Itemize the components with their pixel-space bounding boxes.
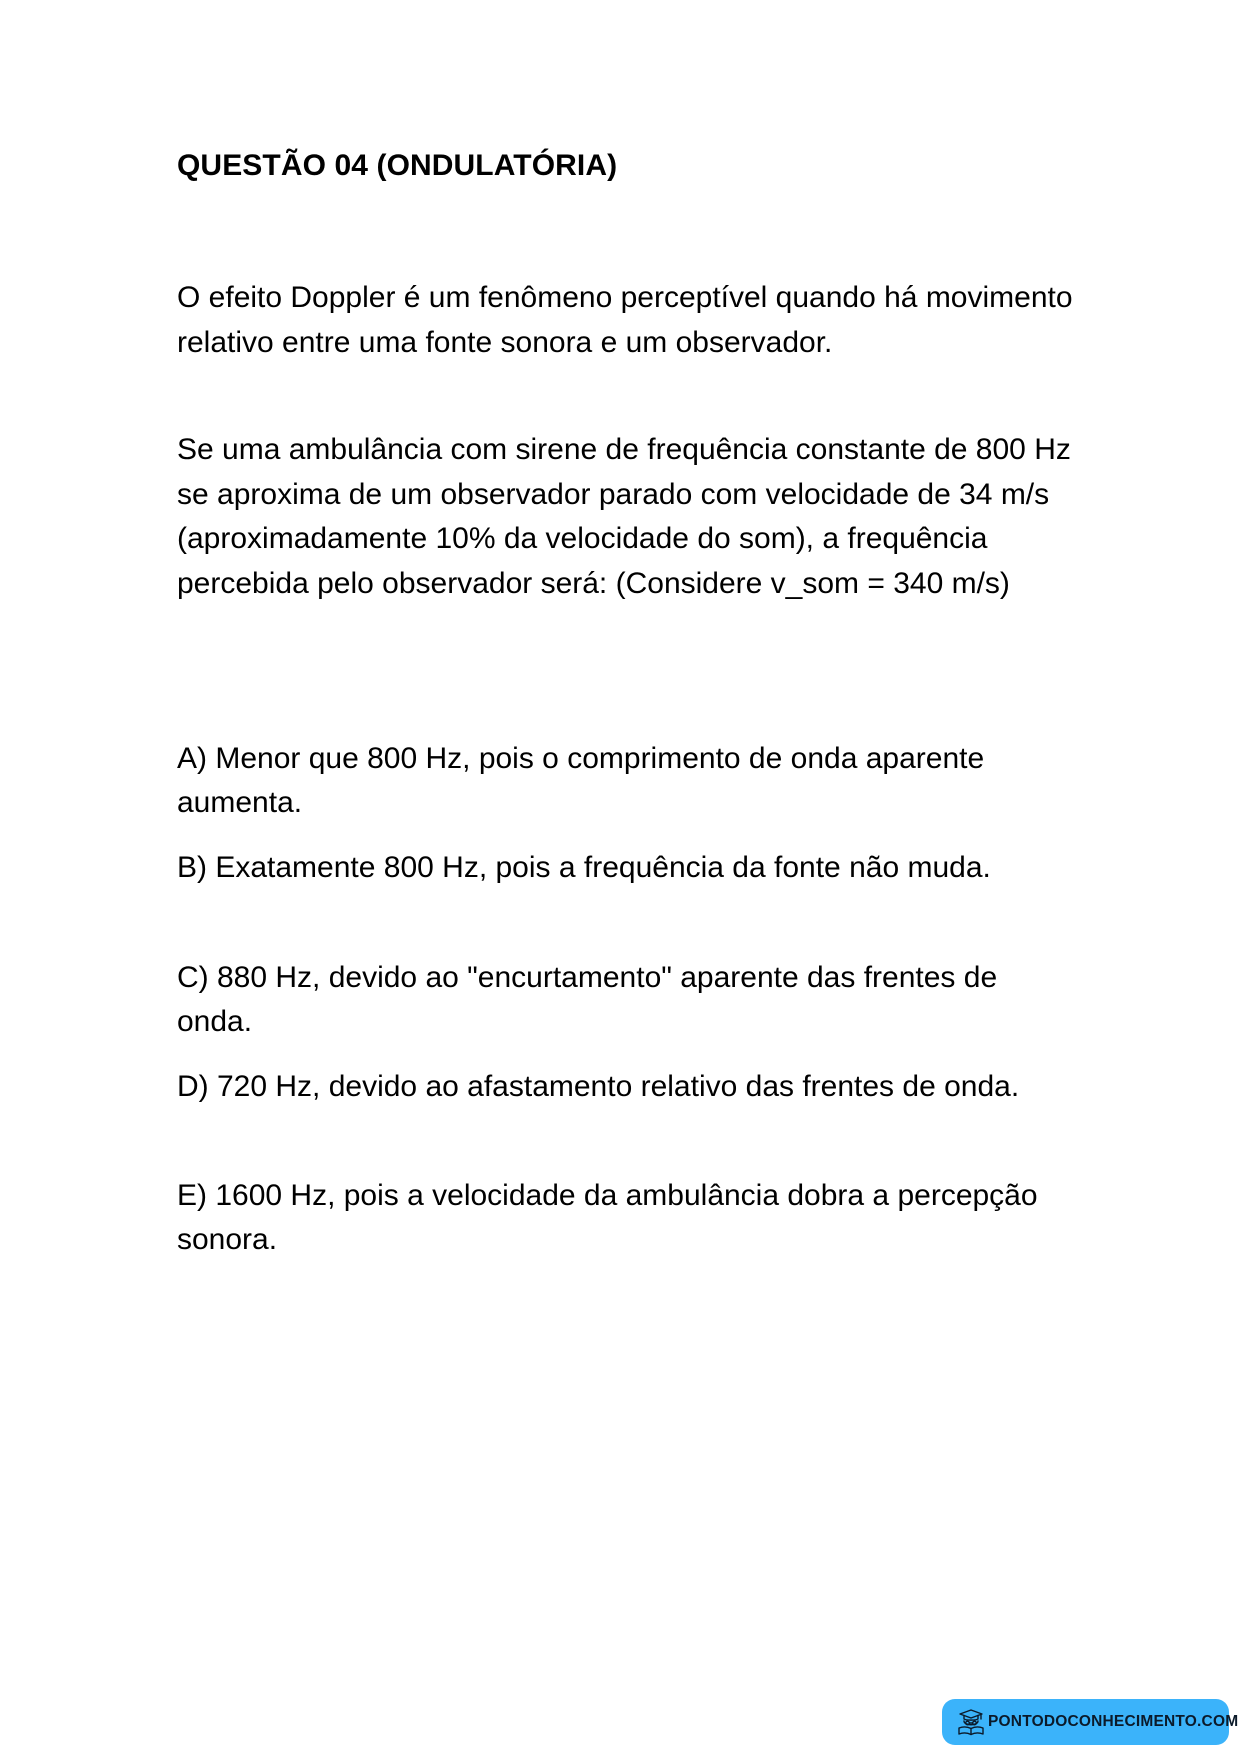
answer-option-e: E) 1600 Hz, pois a velocidade da ambulância dobra a percepção sonora. xyxy=(177,1179,1038,1256)
answer-option-a: A) Menor que 800 Hz, pois o comprimento de onda aparente aumenta. xyxy=(177,742,985,819)
answer-option-b: B) Exatamente 800 Hz, pois a frequência da fonte não muda. xyxy=(177,851,991,884)
watermark-text: PONTODOCONHECIMENTO.COM xyxy=(988,1713,1239,1730)
answer-option-d: D) 720 Hz, devido ao afastamento relativo das frentes de onda. xyxy=(177,1070,1020,1103)
question-intro-paragraph: O efeito Doppler é um fenômeno perceptível quando há movimento relativo entre uma fonte sonora e um observador. xyxy=(177,281,1073,359)
watermark-badge xyxy=(942,1699,1239,1745)
answer-option-c: C) 880 Hz, devido ao "encurtamento" aparente das frentes de onda. xyxy=(177,961,998,1038)
question-statement-paragraph: Se uma ambulância com sirene de frequência constante de 800 Hz se aproxima de um observador parado com velocidade de 34 m/s (aproximadamente 10% da velocidade do som), a frequência percebida pelo observador será: (Considere v_som = 340 m/s) xyxy=(177,433,1071,600)
graduation-cap-student-book-icon xyxy=(956,1707,986,1737)
question-title: QUESTÃO 04 (ONDULATÓRIA) xyxy=(177,149,618,182)
